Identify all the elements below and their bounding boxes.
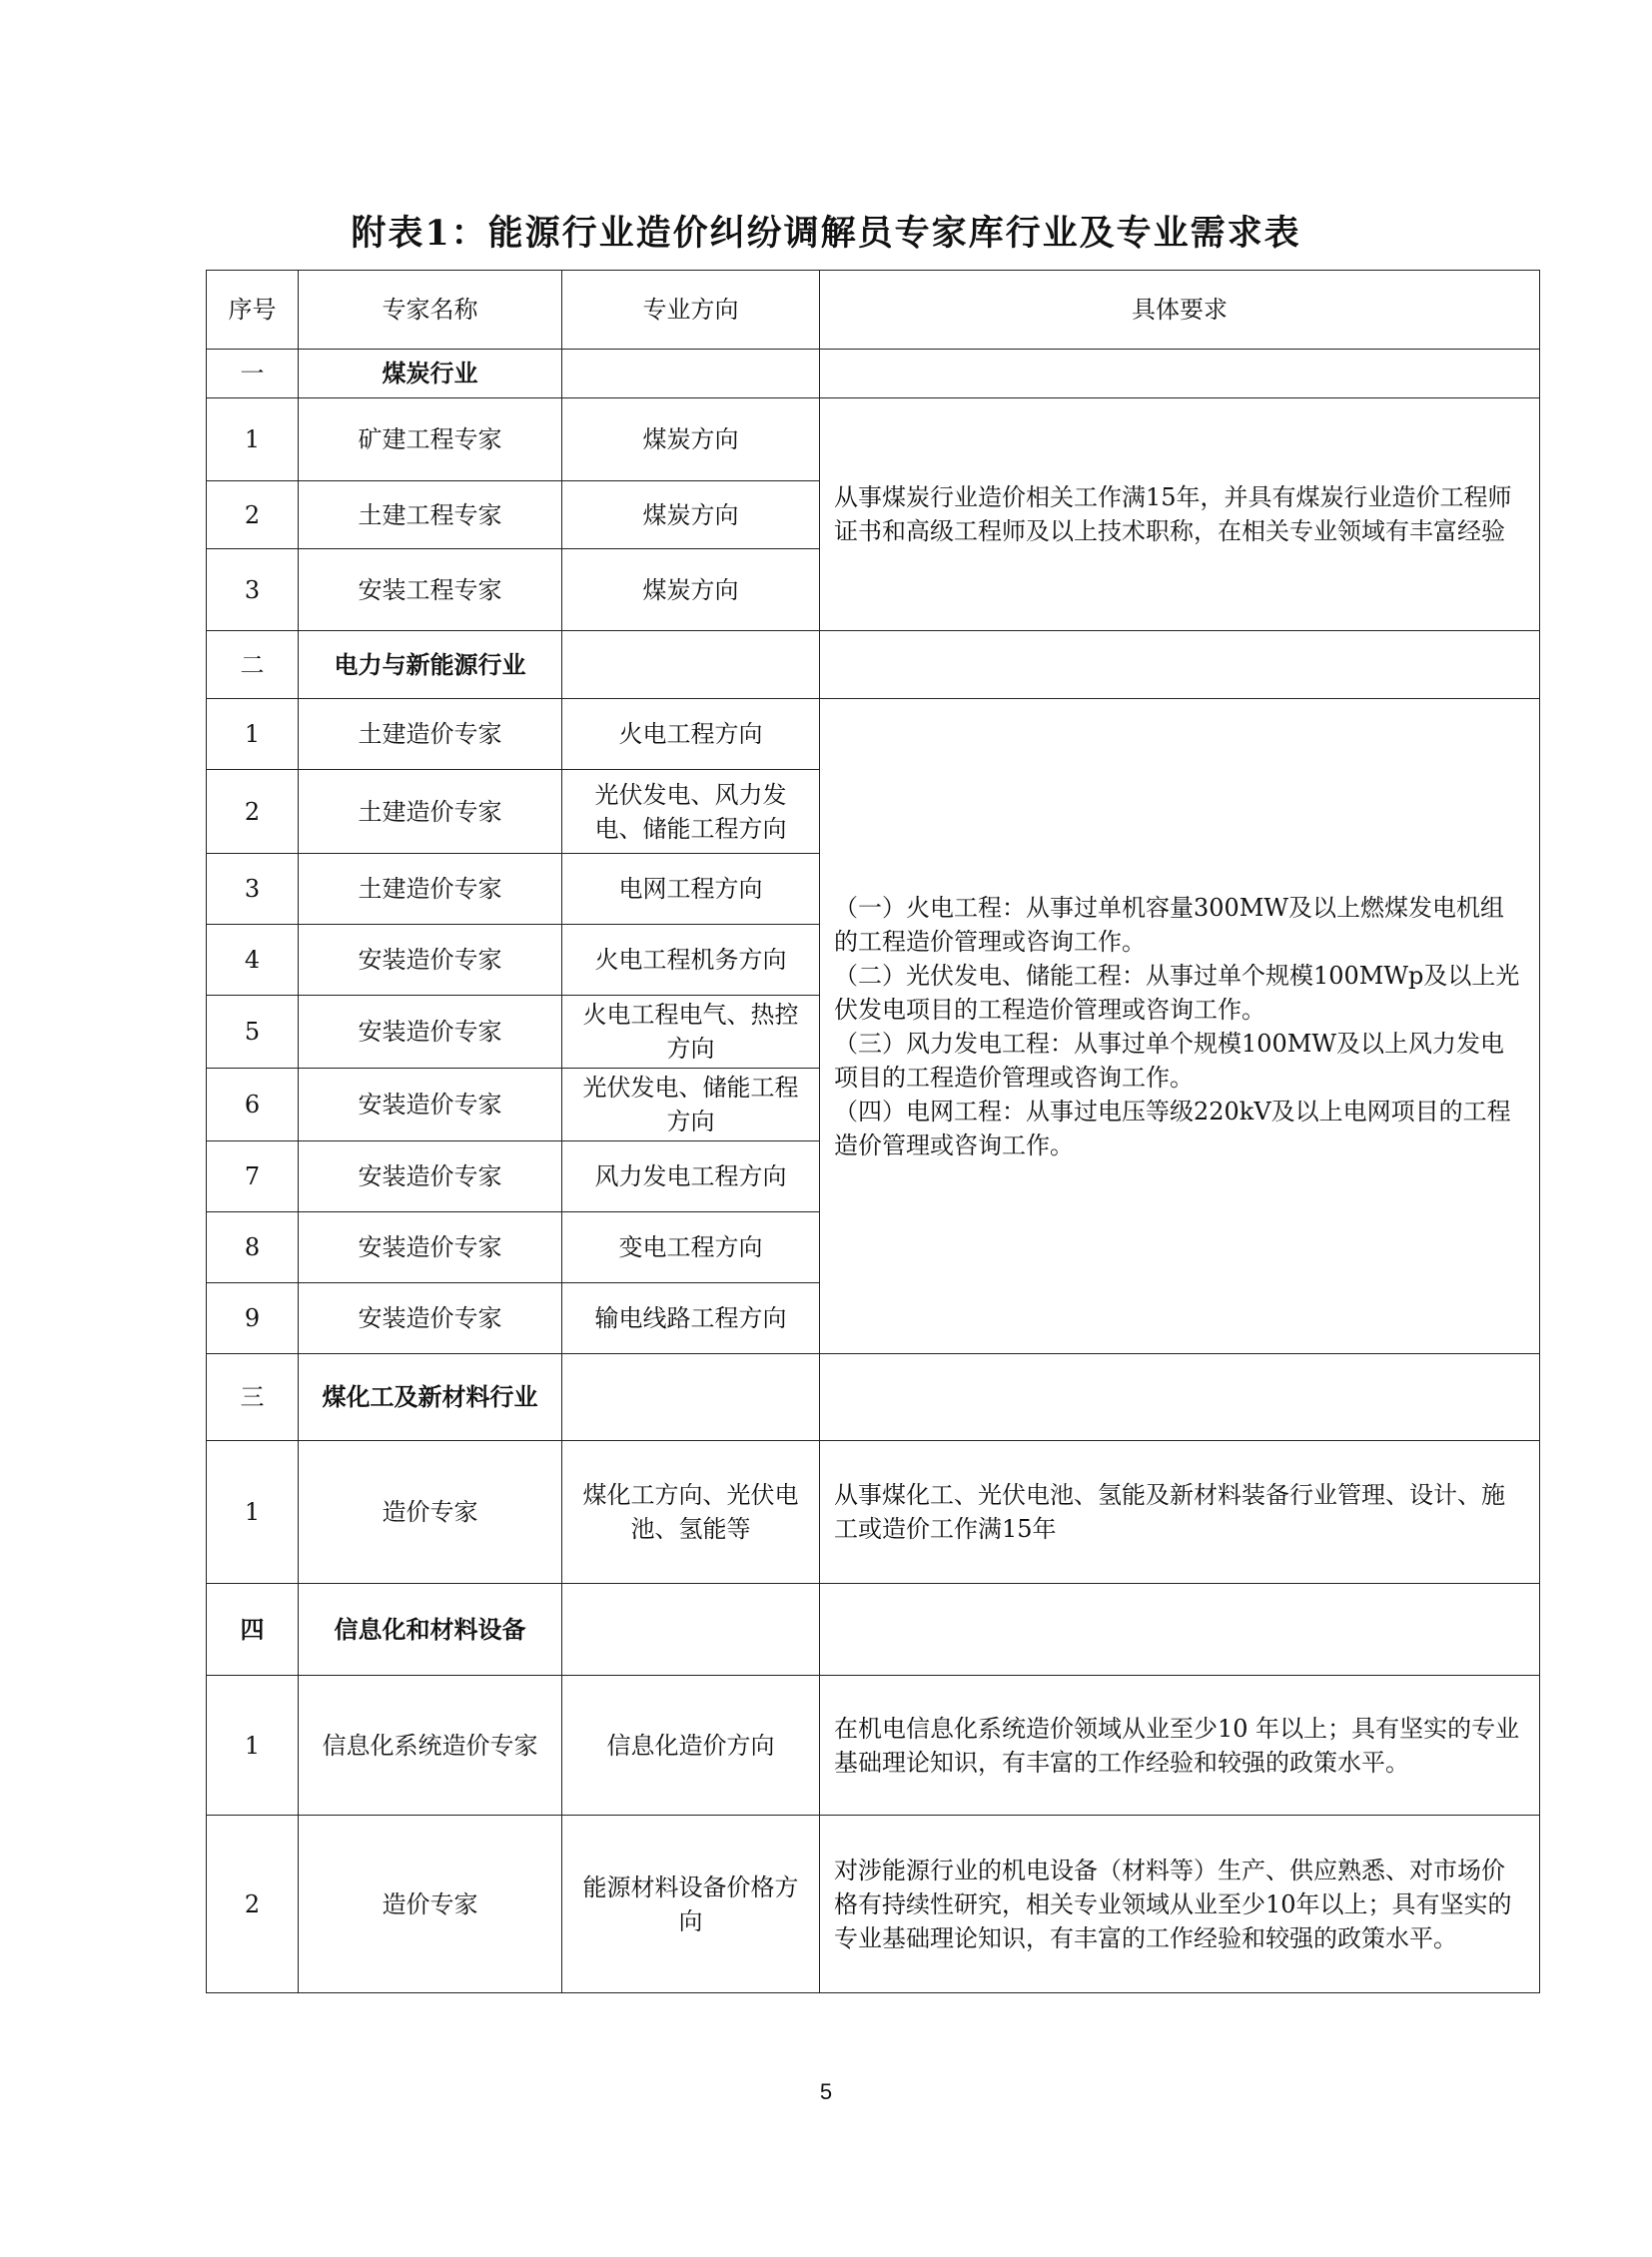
row-index: 9 bbox=[207, 1283, 299, 1354]
row-expert: 安装造价专家 bbox=[299, 925, 562, 996]
row-index: 6 bbox=[207, 1069, 299, 1141]
row-direction: 煤炭方向 bbox=[562, 481, 820, 549]
requirements-table bbox=[206, 270, 1540, 1993]
empty-cell bbox=[562, 1584, 820, 1676]
empty-cell bbox=[820, 1354, 1540, 1441]
empty-cell bbox=[562, 1354, 820, 1441]
empty-cell bbox=[820, 1584, 1540, 1676]
row-expert: 造价专家 bbox=[299, 1441, 562, 1584]
row-requirement: 对涉能源行业的机电设备（材料等）生产、供应熟悉、对市场价格有持续性研究，相关专业领域从业至少10年以上；具有坚实的专业基础理论知识，有丰富的工作经验和较强的政策水平。 bbox=[820, 1816, 1540, 1993]
row-index: 2 bbox=[207, 481, 299, 549]
row-direction: 信息化造价方向 bbox=[562, 1676, 820, 1816]
row-index: 8 bbox=[207, 1212, 299, 1283]
row-index: 1 bbox=[207, 1676, 299, 1816]
row-index: 3 bbox=[207, 854, 299, 925]
row-direction: 火电工程方向 bbox=[562, 699, 820, 770]
section-row-coal bbox=[207, 350, 1540, 398]
section-name: 煤炭行业 bbox=[299, 350, 562, 398]
section-number: 三 bbox=[207, 1354, 299, 1441]
row-expert: 安装造价专家 bbox=[299, 996, 562, 1069]
section-number: 二 bbox=[207, 631, 299, 699]
table-row bbox=[207, 1816, 1540, 1993]
row-expert: 安装造价专家 bbox=[299, 1141, 562, 1212]
row-direction: 光伏发电、储能工程方向 bbox=[562, 1069, 820, 1141]
row-expert: 土建工程专家 bbox=[299, 481, 562, 549]
row-index: 1 bbox=[207, 699, 299, 770]
section-name: 煤化工及新材料行业 bbox=[299, 1354, 562, 1441]
header-index: 序号 bbox=[207, 271, 299, 350]
row-index: 2 bbox=[207, 1816, 299, 1993]
table-header-row bbox=[207, 271, 1540, 350]
page-title: 附表1：能源行业造价纠纷调解员专家库行业及专业需求表 bbox=[351, 213, 1301, 254]
row-direction: 火电工程电气、热控方向 bbox=[562, 996, 820, 1069]
row-expert: 土建造价专家 bbox=[299, 770, 562, 854]
requirement-line: （二）光伏发电、储能工程：从事过单个规模100MWp及以上光伏发电项目的工程造价管理或咨询工作。 bbox=[834, 961, 1520, 1024]
row-expert: 造价专家 bbox=[299, 1816, 562, 1993]
row-direction: 电网工程方向 bbox=[562, 854, 820, 925]
section-row-power bbox=[207, 631, 1540, 699]
section-number: 四 bbox=[207, 1584, 299, 1676]
table-row bbox=[207, 398, 1540, 481]
row-expert: 安装造价专家 bbox=[299, 1069, 562, 1141]
row-expert: 矿建工程专家 bbox=[299, 398, 562, 481]
row-direction: 能源材料设备价格方向 bbox=[562, 1816, 820, 1993]
empty-cell bbox=[820, 350, 1540, 398]
row-requirement: 在机电信息化系统造价领域从业至少10 年以上；具有坚实的专业基础理论知识，有丰富的工作经验和较强的政策水平。 bbox=[820, 1676, 1540, 1816]
row-expert: 土建造价专家 bbox=[299, 699, 562, 770]
row-index: 3 bbox=[207, 549, 299, 631]
section-name: 信息化和材料设备 bbox=[299, 1584, 562, 1676]
empty-cell bbox=[562, 631, 820, 699]
row-direction: 输电线路工程方向 bbox=[562, 1283, 820, 1354]
row-requirement: 从事煤炭行业造价相关工作满15年，并具有煤炭行业造价工程师证书和高级工程师及以上技术职称，在相关专业领域有丰富经验 bbox=[820, 398, 1540, 631]
row-index: 1 bbox=[207, 1441, 299, 1584]
requirement-line: （三）风力发电工程：从事过单个规模100MW及以上风力发电项目的工程造价管理或咨询工作。 bbox=[834, 1029, 1505, 1092]
row-expert: 信息化系统造价专家 bbox=[299, 1676, 562, 1816]
row-index: 5 bbox=[207, 996, 299, 1069]
header-expert: 专家名称 bbox=[299, 271, 562, 350]
header-requirement: 具体要求 bbox=[820, 271, 1540, 350]
row-expert: 土建造价专家 bbox=[299, 854, 562, 925]
requirement-line: （四）电网工程：从事过电压等级220kV及以上电网项目的工程造价管理或咨询工作。 bbox=[834, 1097, 1511, 1159]
row-direction: 煤炭方向 bbox=[562, 549, 820, 631]
row-expert: 安装工程专家 bbox=[299, 549, 562, 631]
row-direction: 光伏发电、风力发电、储能工程方向 bbox=[562, 770, 820, 854]
row-index: 7 bbox=[207, 1141, 299, 1212]
row-index: 2 bbox=[207, 770, 299, 854]
row-direction: 煤化工方向、光伏电池、氢能等 bbox=[562, 1441, 820, 1584]
row-expert: 安装造价专家 bbox=[299, 1283, 562, 1354]
row-direction: 火电工程机务方向 bbox=[562, 925, 820, 996]
table-row bbox=[207, 1676, 1540, 1816]
table-row bbox=[207, 1441, 1540, 1584]
table-row bbox=[207, 699, 1540, 770]
requirement-line: （一）火电工程：从事过单机容量300MW及以上燃煤发电机组的工程造价管理或咨询工作。 bbox=[834, 893, 1505, 956]
header-direction: 专业方向 bbox=[562, 271, 820, 350]
section-row-coal-chemical bbox=[207, 1354, 1540, 1441]
row-direction: 变电工程方向 bbox=[562, 1212, 820, 1283]
section-row-it-materials bbox=[207, 1584, 1540, 1676]
section-name: 电力与新能源行业 bbox=[299, 631, 562, 699]
row-requirement bbox=[820, 699, 1540, 1354]
row-expert: 安装造价专家 bbox=[299, 1212, 562, 1283]
row-index: 1 bbox=[207, 398, 299, 481]
row-requirement: 从事煤化工、光伏电池、氢能及新材料装备行业管理、设计、施工或造价工作满15年 bbox=[820, 1441, 1540, 1584]
empty-cell bbox=[562, 350, 820, 398]
section-number: 一 bbox=[207, 350, 299, 398]
page-number: 5 bbox=[819, 2079, 833, 2104]
row-direction: 风力发电工程方向 bbox=[562, 1141, 820, 1212]
row-direction: 煤炭方向 bbox=[562, 398, 820, 481]
empty-cell bbox=[820, 631, 1540, 699]
row-index: 4 bbox=[207, 925, 299, 996]
